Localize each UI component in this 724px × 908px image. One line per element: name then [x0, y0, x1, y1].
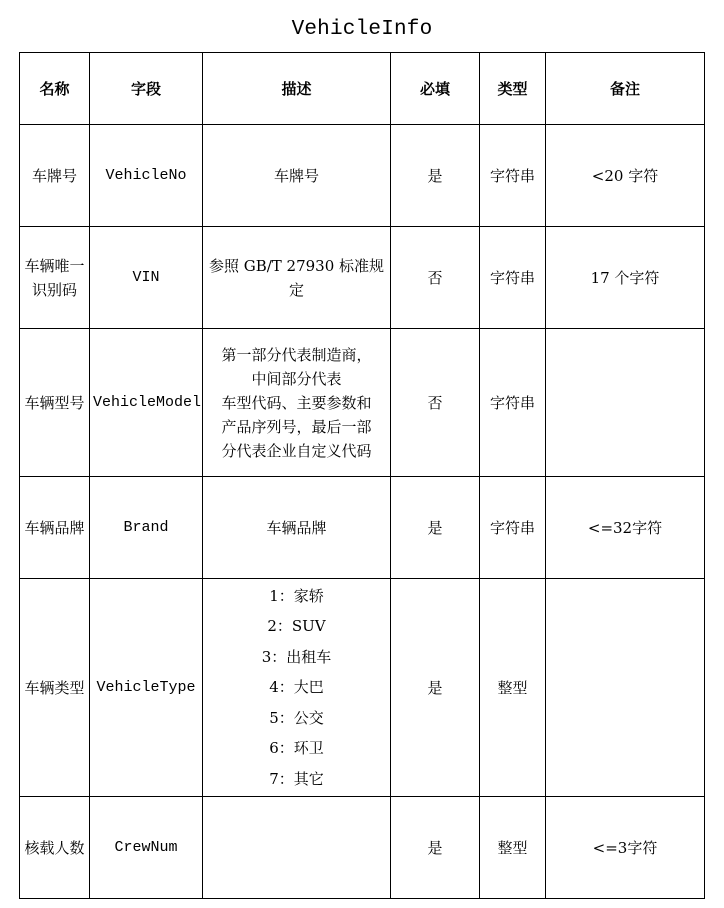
- cell-type: 整型: [480, 797, 546, 899]
- header-required: 必填: [391, 53, 480, 125]
- cell-name: 车牌号: [20, 125, 90, 227]
- cell-field: VehicleModel: [90, 329, 203, 477]
- header-type: 类型: [480, 53, 546, 125]
- document-title: VehicleInfo: [291, 18, 433, 41]
- table-row: [20, 227, 705, 329]
- option-line: 2：SUV: [267, 617, 326, 636]
- cell-type: 字符串: [480, 125, 546, 227]
- cell-required: 是: [391, 579, 480, 797]
- cell-field: Brand: [90, 477, 203, 579]
- vehicle-info-table: [19, 52, 705, 899]
- cell-name: 车辆品牌: [20, 477, 90, 579]
- cell-required: 是: [391, 477, 480, 579]
- cell-description: [203, 797, 391, 899]
- cell-type: 整型: [480, 579, 546, 797]
- description-line: 中间部分代表: [251, 369, 342, 388]
- cell-note: <20 字符: [546, 125, 705, 227]
- description-line: 参照 GB/T 27930 标准规定: [208, 256, 385, 299]
- cell-name: 核载人数: [20, 797, 90, 899]
- cell-note: <=3字符: [546, 797, 705, 899]
- option-line: 3：出租车: [261, 647, 332, 666]
- cell-field: VehicleType: [90, 579, 203, 797]
- cell-description: [203, 579, 391, 797]
- cell-type: 字符串: [480, 477, 546, 579]
- table-row: [20, 125, 705, 227]
- description-line: 分代表企业自定义代码: [221, 441, 372, 460]
- header-note: 备注: [546, 53, 705, 125]
- option-line: 4：大巴: [269, 678, 324, 697]
- description-line: 车型代码、主要参数和: [221, 393, 372, 412]
- cell-note: 17 个字符: [546, 227, 705, 329]
- cell-description: [203, 329, 391, 477]
- cell-required: 否: [391, 329, 480, 477]
- description-line: 车牌号: [273, 166, 319, 185]
- option-line: 1：家轿: [269, 586, 324, 605]
- option-line: 7：其它: [269, 769, 324, 788]
- cell-name: 车辆型号: [20, 329, 90, 477]
- header-name: 名称: [20, 53, 90, 125]
- table-header-row: [20, 53, 705, 125]
- cell-note: <=32字符: [546, 477, 705, 579]
- cell-note: [546, 579, 705, 797]
- cell-required: 否: [391, 227, 480, 329]
- cell-note: [546, 329, 705, 477]
- cell-field: CrewNum: [90, 797, 203, 899]
- cell-description: [203, 227, 391, 329]
- cell-name: 车辆唯一识别码: [20, 227, 90, 329]
- table-row: [20, 797, 705, 899]
- cell-required: 是: [391, 125, 480, 227]
- description-line: 第一部分代表制造商，: [221, 345, 372, 364]
- cell-type: 字符串: [480, 329, 546, 477]
- cell-description: [203, 477, 391, 579]
- cell-type: 字符串: [480, 227, 546, 329]
- header-field: 字段: [90, 53, 203, 125]
- option-line: 6：环卫: [269, 739, 324, 758]
- cell-required: 是: [391, 797, 480, 899]
- table-row: [20, 477, 705, 579]
- option-line: 5：公交: [269, 708, 324, 727]
- cell-name: 车辆类型: [20, 579, 90, 797]
- description-line: 产品序列号，最后一部: [221, 417, 372, 436]
- table-row: [20, 579, 705, 797]
- cell-description: [203, 125, 391, 227]
- cell-field: VehicleNo: [90, 125, 203, 227]
- header-description: 描述: [203, 53, 391, 125]
- table-row: [20, 329, 705, 477]
- description-line: 车辆品牌: [266, 518, 327, 537]
- cell-field: VIN: [90, 227, 203, 329]
